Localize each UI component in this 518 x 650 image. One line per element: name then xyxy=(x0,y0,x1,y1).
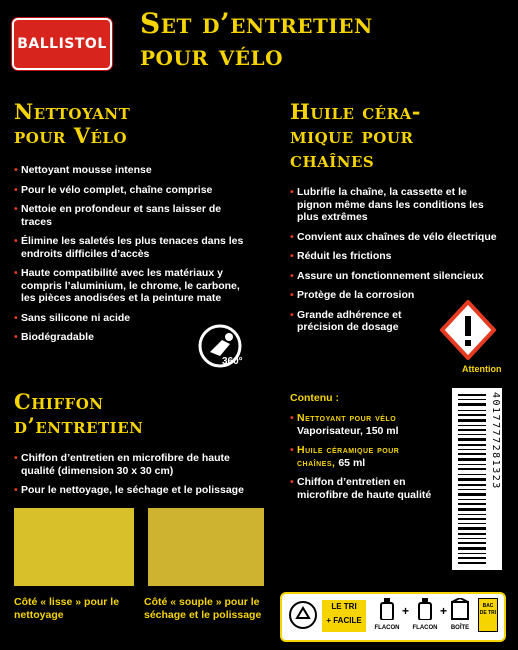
plus-icon: + xyxy=(440,604,448,618)
nettoyant-title: Nettoyant pour Vélo xyxy=(14,99,131,149)
recycling-icon xyxy=(288,600,318,630)
list-item: • Convient aux chaînes de vélo électrique xyxy=(290,231,500,244)
spray-360-badge: 360° xyxy=(222,356,243,367)
list-item: • Biodégradable xyxy=(14,331,254,344)
tri-label: LE TRI + FACILE xyxy=(322,600,366,632)
flacon-icon: FLACON xyxy=(410,598,440,631)
cloth-smooth-image xyxy=(14,508,134,586)
warning-label: Attention xyxy=(462,364,502,374)
list-item: • Protège de la corrosion xyxy=(290,289,447,302)
contenu-list xyxy=(290,412,440,508)
list-item: • Chiffon d’entretien en microfibre de haute qualité xyxy=(290,476,440,501)
list-item: • Grande adhérence et précision de dosage xyxy=(290,309,447,334)
plus-icon: + xyxy=(402,604,410,618)
list-item: • Réduit les frictions xyxy=(290,250,500,263)
list-item: • Nettoie en profondeur et sans laisser de traces xyxy=(14,203,254,228)
list-item: • Sans silicone ni acide xyxy=(14,312,254,325)
contenu-heading: Contenu : xyxy=(290,392,339,404)
barcode xyxy=(452,388,502,570)
spray-360-icon xyxy=(196,322,248,374)
list-item: • Chiffon d’entretien en microfibre de haute qualité (dimension 30 x 30 cm) xyxy=(14,452,266,477)
list-item: • Nettoyant pour vélo Vaporisateur, 150 ml xyxy=(290,412,440,437)
cloth-soft-image xyxy=(148,508,264,586)
chiffon-list xyxy=(14,452,266,504)
list-item: • Élimine les saletés les plus tenaces dans les endroits difficiles d’accès xyxy=(14,235,254,260)
list-item: • Haute compatibilité avec les matériaux y compris l’aluminium, le chrome, le carbone, les pièces anodisées et la peinture mate xyxy=(14,267,254,305)
logo-text: BALLISTOL xyxy=(17,36,107,52)
barcode-number: 4017777281323 xyxy=(490,392,501,490)
recycling-info xyxy=(280,592,506,642)
list-item: • Assure un fonctionnement silencieux xyxy=(290,270,500,283)
warning-icon xyxy=(440,300,496,360)
flacon-icon: FLACON xyxy=(372,598,402,631)
list-item: • Nettoyant mousse intense xyxy=(14,164,254,177)
chiffon-title: Chiffon d’entretien xyxy=(14,389,144,439)
ballistol-logo xyxy=(12,18,112,70)
list-item: • Huile céramique pour chaînes, 65 ml xyxy=(290,444,440,469)
page-title: Set d’entretien pour vélo xyxy=(140,7,373,73)
caption-smooth: Côté « lisse » pour le nettoyage xyxy=(14,596,120,621)
sorting-bin-icon: BAC DE TRI xyxy=(478,598,498,632)
list-item: • Pour le vélo complet, chaîne comprise xyxy=(14,184,254,197)
list-item: • Pour le nettoyage, le séchage et le polissage xyxy=(14,484,266,497)
caption-soft: Côté « souple » pour le séchage et le polissage xyxy=(144,596,262,621)
huile-title: Huile céra- mique pour chaînes xyxy=(290,99,421,173)
box-icon: BOÎTE xyxy=(446,598,474,631)
list-item: • Lubrifie la chaîne, la cassette et le pignon même dans les conditions les plus extrêmes xyxy=(290,186,500,224)
